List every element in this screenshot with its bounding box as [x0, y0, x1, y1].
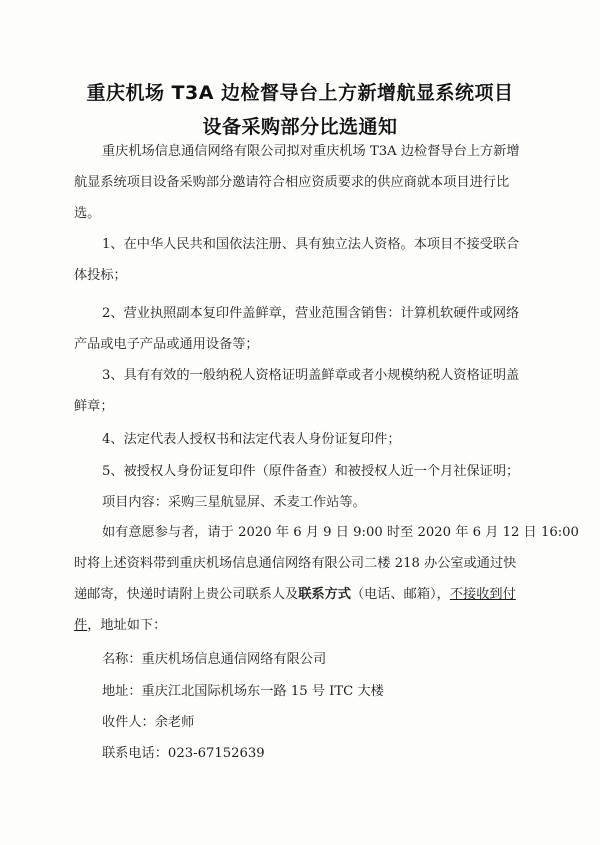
intro-line-2: 航显系统项目设备采购部分邀请符合相应资质要求的供应商就本项目进行比 — [74, 175, 510, 190]
contact-method-emphasis: 联系方式 — [298, 587, 351, 602]
intro-line-3: 选。 — [74, 206, 101, 221]
document-title-line-1: 重庆机场 T3A 边检督导台上方新增航显系统项目 — [86, 82, 514, 104]
intro-line-1: 重庆机场信息通信网络有限公司拟对重庆机场 T3A 边检督导台上方新增 — [102, 144, 520, 159]
submission-line-2: 时将上述资料带到重庆机场信息通信网络有限公司二楼 218 办公室或通过快 — [74, 556, 517, 571]
no-cod-notice-end: 件 — [74, 618, 88, 633]
requirement-4-line: 4、法定代表人授权书和法定代表人身份证复印件； — [102, 432, 401, 447]
submission-line-4 — [74, 614, 166, 633]
submission-line-3 — [74, 583, 516, 602]
requirement-3-line-1: 3、具有有效的一般纳税人资格证明盖鲜章或者小规模纳税人资格证明盖 — [102, 368, 520, 383]
contact-address: 地址：重庆江北国际机场东一路 15 号 ITC 大楼 — [102, 684, 384, 699]
requirement-2-line-1: 2、营业执照副本复印件盖鲜章，营业范围含销售：计算机软硬件或网络 — [102, 306, 520, 321]
contact-name: 名称：重庆机场信息通信网络有限公司 — [102, 652, 327, 667]
requirement-1-line-1: 1、在中华人民共和国依法注册、具有独立法人资格。本项目不接受联合 — [102, 237, 520, 252]
contact-phone: 联系电话：023-67152639 — [102, 746, 265, 761]
requirement-5-line: 5、被授权人身份证复印件（原件备查）和被授权人近一个月社保证明； — [102, 464, 520, 479]
document-title-line-2: 设备采购部分比选通知 — [202, 116, 398, 138]
no-cod-notice: 不接收到付 — [449, 587, 516, 602]
contact-recipient: 收件人：余老师 — [102, 715, 195, 730]
submission-line-1: 如有意愿参与者，请于 2020 年 6 月 9 日 9:00 时至 2020 年 6 月 12 日 16:00 — [102, 525, 579, 540]
submission-line-3-text-2: （电话、邮箱）， — [350, 587, 450, 602]
requirement-1-line-2: 体投标； — [74, 268, 127, 283]
submission-line-4-text: ，地址如下： — [87, 618, 167, 633]
requirement-2-line-2: 产品或电子产品或通用设备等； — [74, 337, 259, 352]
project-content-line: 项目内容：采购三星航显屏、禾麦工作站等。 — [102, 495, 366, 510]
requirement-3-line-2: 鲜章； — [74, 399, 114, 414]
submission-line-3-text: 递邮寄，快递时请附上贵公司联系人及 — [74, 587, 299, 602]
